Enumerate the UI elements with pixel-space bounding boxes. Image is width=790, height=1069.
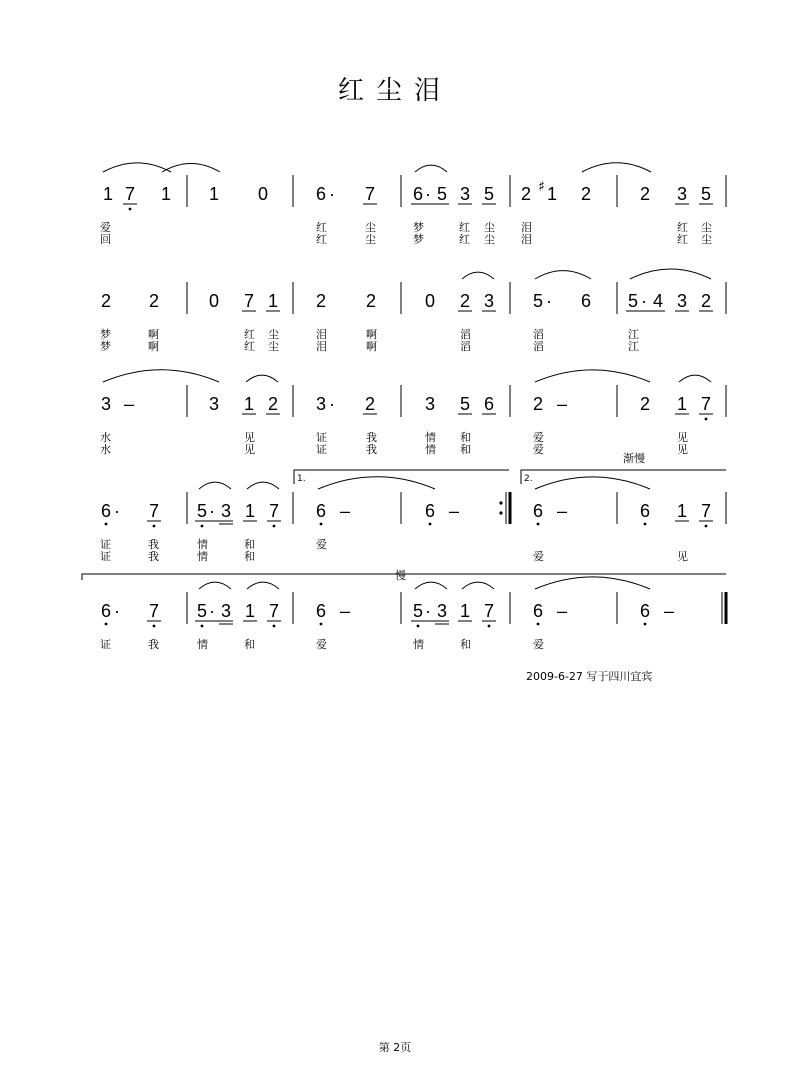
lyric-verse-1: 梦 [413,221,424,234]
note: 7 [365,184,376,204]
note: 2 [460,291,471,311]
slur [247,482,279,489]
lyric-verse-2: 梦 [100,340,111,353]
note: 6 [533,501,544,521]
lyric-verse-1: 尘 [484,221,495,234]
note: 2 [640,184,651,204]
note: 6 [581,291,592,311]
octave-dot-below [153,625,156,628]
note: 1 [209,184,220,204]
note: 7 [125,184,136,204]
note: 7 [269,501,280,521]
note: 2 [365,394,376,414]
lyric-verse-2: 尘 [365,233,376,246]
octave-dot-below [273,525,276,528]
note: 3 [209,394,220,414]
note: · [641,291,647,311]
note: 7 [244,291,255,311]
octave-dot-below [273,625,276,628]
note: 7 [149,501,160,521]
slur [462,272,494,279]
lyric-verse-1: 我 [148,538,159,551]
lyric-verse-2: 我 [366,443,377,456]
note: 5 [460,394,471,414]
note: 3 [221,601,232,621]
repeat-dot [499,501,502,504]
note: 5 [484,184,495,204]
note: 0 [258,184,269,204]
ending-1-bracket [294,470,509,484]
note: 7 [701,501,712,521]
note: 5 [533,291,544,311]
rit-marking: 渐慢 [623,452,645,465]
slur [630,269,711,279]
note: 5 [701,184,712,204]
note: 3 [101,394,112,414]
octave-dot-below [429,523,432,526]
lyric-verse-1: 尘 [365,221,376,234]
lyric-verse-1: 和 [244,638,255,651]
lyric-verse-1: 情 [197,538,208,551]
lyric-verse-1: 见 [677,431,688,444]
note: – [340,501,351,521]
lyric-verse-2: 爱 [533,550,544,563]
lyric-verse-1: 和 [460,638,471,651]
lyric-verse-2: 泪 [316,340,327,353]
lyric-verse-1: 情 [425,431,436,444]
note: 3 [677,291,688,311]
note: · [329,184,335,204]
note: – [124,394,135,414]
lyric-verse-1: 爱 [316,638,327,651]
note: 1 [677,501,688,521]
ending-2-bracket [521,470,726,484]
note: 6 [316,184,327,204]
note: 1 [677,394,688,414]
lyric-verse-2: 尘 [484,233,495,246]
lyric-verse-2: 滔 [533,340,544,353]
lyric-verse-1: 爱 [316,538,327,551]
lyric-verse-1: 爱 [533,638,544,651]
lyric-verse-1: 证 [100,638,111,651]
lyric-verse-2: 水 [100,443,111,456]
note: 3 [460,184,471,204]
lyric-verse-1: 见 [244,431,255,444]
slur [247,582,279,589]
note: 4 [653,291,664,311]
lyric-verse-1: 证 [316,431,327,444]
note: 1 [268,291,279,311]
note: 2 [268,394,279,414]
note: · [329,394,335,414]
octave-dot-below [201,525,204,528]
lyric-verse-2: 红 [677,233,688,246]
slur [462,582,494,589]
note: 1 [161,184,172,204]
lyric-verse-2: 证 [100,550,111,563]
lyric-verse-1: 水 [100,431,111,444]
note: · [425,601,431,621]
note: 6 [425,501,436,521]
note: · [209,501,215,521]
octave-dot-below [705,525,708,528]
lyric-verse-1: 尘 [268,328,279,341]
note: 6 [640,501,651,521]
octave-dot-below [201,625,204,628]
note: 7 [484,601,495,621]
lyric-verse-2: 见 [677,550,688,563]
repeat-dot [499,511,502,514]
lyric-verse-1: 梦 [100,328,111,341]
lyric-verse-2: 爱 [533,443,544,456]
octave-dot-below [129,208,132,211]
slur [103,370,219,382]
note: 5 [197,601,208,621]
lyric-verse-1: 滔 [533,328,544,341]
lyric-verse-2: 我 [148,550,159,563]
note: 3 [316,394,327,414]
note: 6 [316,601,327,621]
lyric-verse-2: 啊 [148,340,159,353]
note: 2 [316,291,327,311]
lyric-verse-2: 梦 [413,233,424,246]
octave-dot-below [537,523,540,526]
note: 3 [425,394,436,414]
lyric-verse-1: 红 [677,221,688,234]
ending-2-label: 2. [524,474,533,484]
note: 1 [245,501,256,521]
lyric-verse-1: 情 [413,638,424,651]
note: – [664,601,675,621]
lyric-verse-1: 江 [628,328,639,341]
note: · [425,184,431,204]
lyric-verse-1: 啊 [366,328,377,341]
octave-dot-below [320,623,323,626]
note: 3 [437,601,448,621]
slur [535,477,650,489]
composition-date: 2009-6-27 写于四川宜宾 [526,670,653,683]
slur [246,375,278,382]
lyric-verse-2: 尘 [268,340,279,353]
note: – [449,501,460,521]
ending-1-label: 1. [297,474,306,484]
octave-dot-below [320,523,323,526]
lyric-verse-2: 红 [244,340,255,353]
note: 6 [316,501,327,521]
slow-marking: 慢 [395,569,406,582]
note: 5 [197,501,208,521]
lyric-verse-2: 证 [316,443,327,456]
note: 2 [366,291,377,311]
note: · [546,291,552,311]
lyric-verse-2: 红 [459,233,470,246]
page-number: 第 2页 [378,1041,412,1054]
note: 1 [103,184,114,204]
note: 3 [677,184,688,204]
lyric-verse-1: 滔 [460,328,471,341]
note: 2 [521,184,532,204]
slur [679,375,711,382]
note: 3 [484,291,495,311]
note: 5 [628,291,639,311]
score-layer [100,163,726,651]
lyric-verse-2: 滔 [460,340,471,353]
note: 1 [244,394,255,414]
lyric-verse-2: 红 [316,233,327,246]
note: 2 [640,394,651,414]
lyric-verse-1: 啊 [148,328,159,341]
lyric-verse-1: 和 [460,431,471,444]
note: ♯ [538,179,545,195]
note: – [557,394,568,414]
lyric-verse-1: 泪 [316,328,327,341]
note: 7 [701,394,712,414]
octave-dot-below [488,625,491,628]
slur [162,163,220,172]
octave-dot-below [705,418,708,421]
note: – [557,601,568,621]
octave-dot-below [537,623,540,626]
note: · [114,501,120,521]
octave-dot-below [105,623,108,626]
note: 1 [547,184,558,204]
lyric-verse-1: 红 [316,221,327,234]
note: 6 [101,501,112,521]
lyric-verse-2: 见 [244,443,255,456]
note: 3 [221,501,232,521]
note: 7 [269,601,280,621]
note: 0 [209,291,220,311]
slur [103,163,171,172]
note: 6 [413,184,424,204]
lyric-verse-1: 我 [148,638,159,651]
note: 2 [101,291,112,311]
score-title: 红尘泪 [337,76,452,106]
octave-dot-below [153,525,156,528]
lyric-verse-1: 红 [459,221,470,234]
octave-dot-below [417,625,420,628]
note: 2 [581,184,592,204]
slur [535,577,650,589]
lyric-verse-2: 和 [244,550,255,563]
lyric-verse-1: 情 [197,638,208,651]
slur [535,370,650,382]
lyric-verse-2: 尘 [701,233,712,246]
note: 1 [245,601,256,621]
note: – [557,501,568,521]
note: 2 [533,394,544,414]
slur [535,271,591,279]
lyric-verse-1: 尘 [701,221,712,234]
lyric-verse-2: 见 [677,443,688,456]
slur [199,582,231,589]
lyric-verse-1: 红 [244,328,255,341]
note: 0 [425,291,436,311]
note: 6 [101,601,112,621]
note: 5 [437,184,448,204]
lyric-verse-2: 和 [460,443,471,456]
lyric-verse-2: 情 [197,550,208,563]
octave-dot-below [644,623,647,626]
lyric-verse-1: 泪 [521,221,532,234]
octave-dot-below [105,523,108,526]
slur [415,165,447,172]
note: 1 [460,601,471,621]
note: · [114,601,120,621]
lyric-verse-1: 我 [366,431,377,444]
lyric-verse-2: 江 [628,340,639,353]
lyric-verse-2: 回 [100,233,111,246]
lyric-verse-2: 啊 [366,340,377,353]
lyric-verse-2: 情 [425,443,436,456]
slur [582,163,651,172]
note: 2 [701,291,712,311]
note: 7 [149,601,160,621]
lyric-verse-1: 证 [100,538,111,551]
lyric-verse-1: 爱 [100,221,111,234]
note: · [209,601,215,621]
note: 5 [413,601,424,621]
note: 2 [149,291,160,311]
note: – [340,601,351,621]
note: 6 [640,601,651,621]
lyric-verse-2: 泪 [521,233,532,246]
note: 6 [533,601,544,621]
slur [199,482,231,489]
note: 6 [484,394,495,414]
slur [415,582,447,589]
slur [318,477,435,489]
lyric-verse-1: 爱 [533,431,544,444]
octave-dot-below [644,523,647,526]
lyric-verse-1: 和 [244,538,255,551]
